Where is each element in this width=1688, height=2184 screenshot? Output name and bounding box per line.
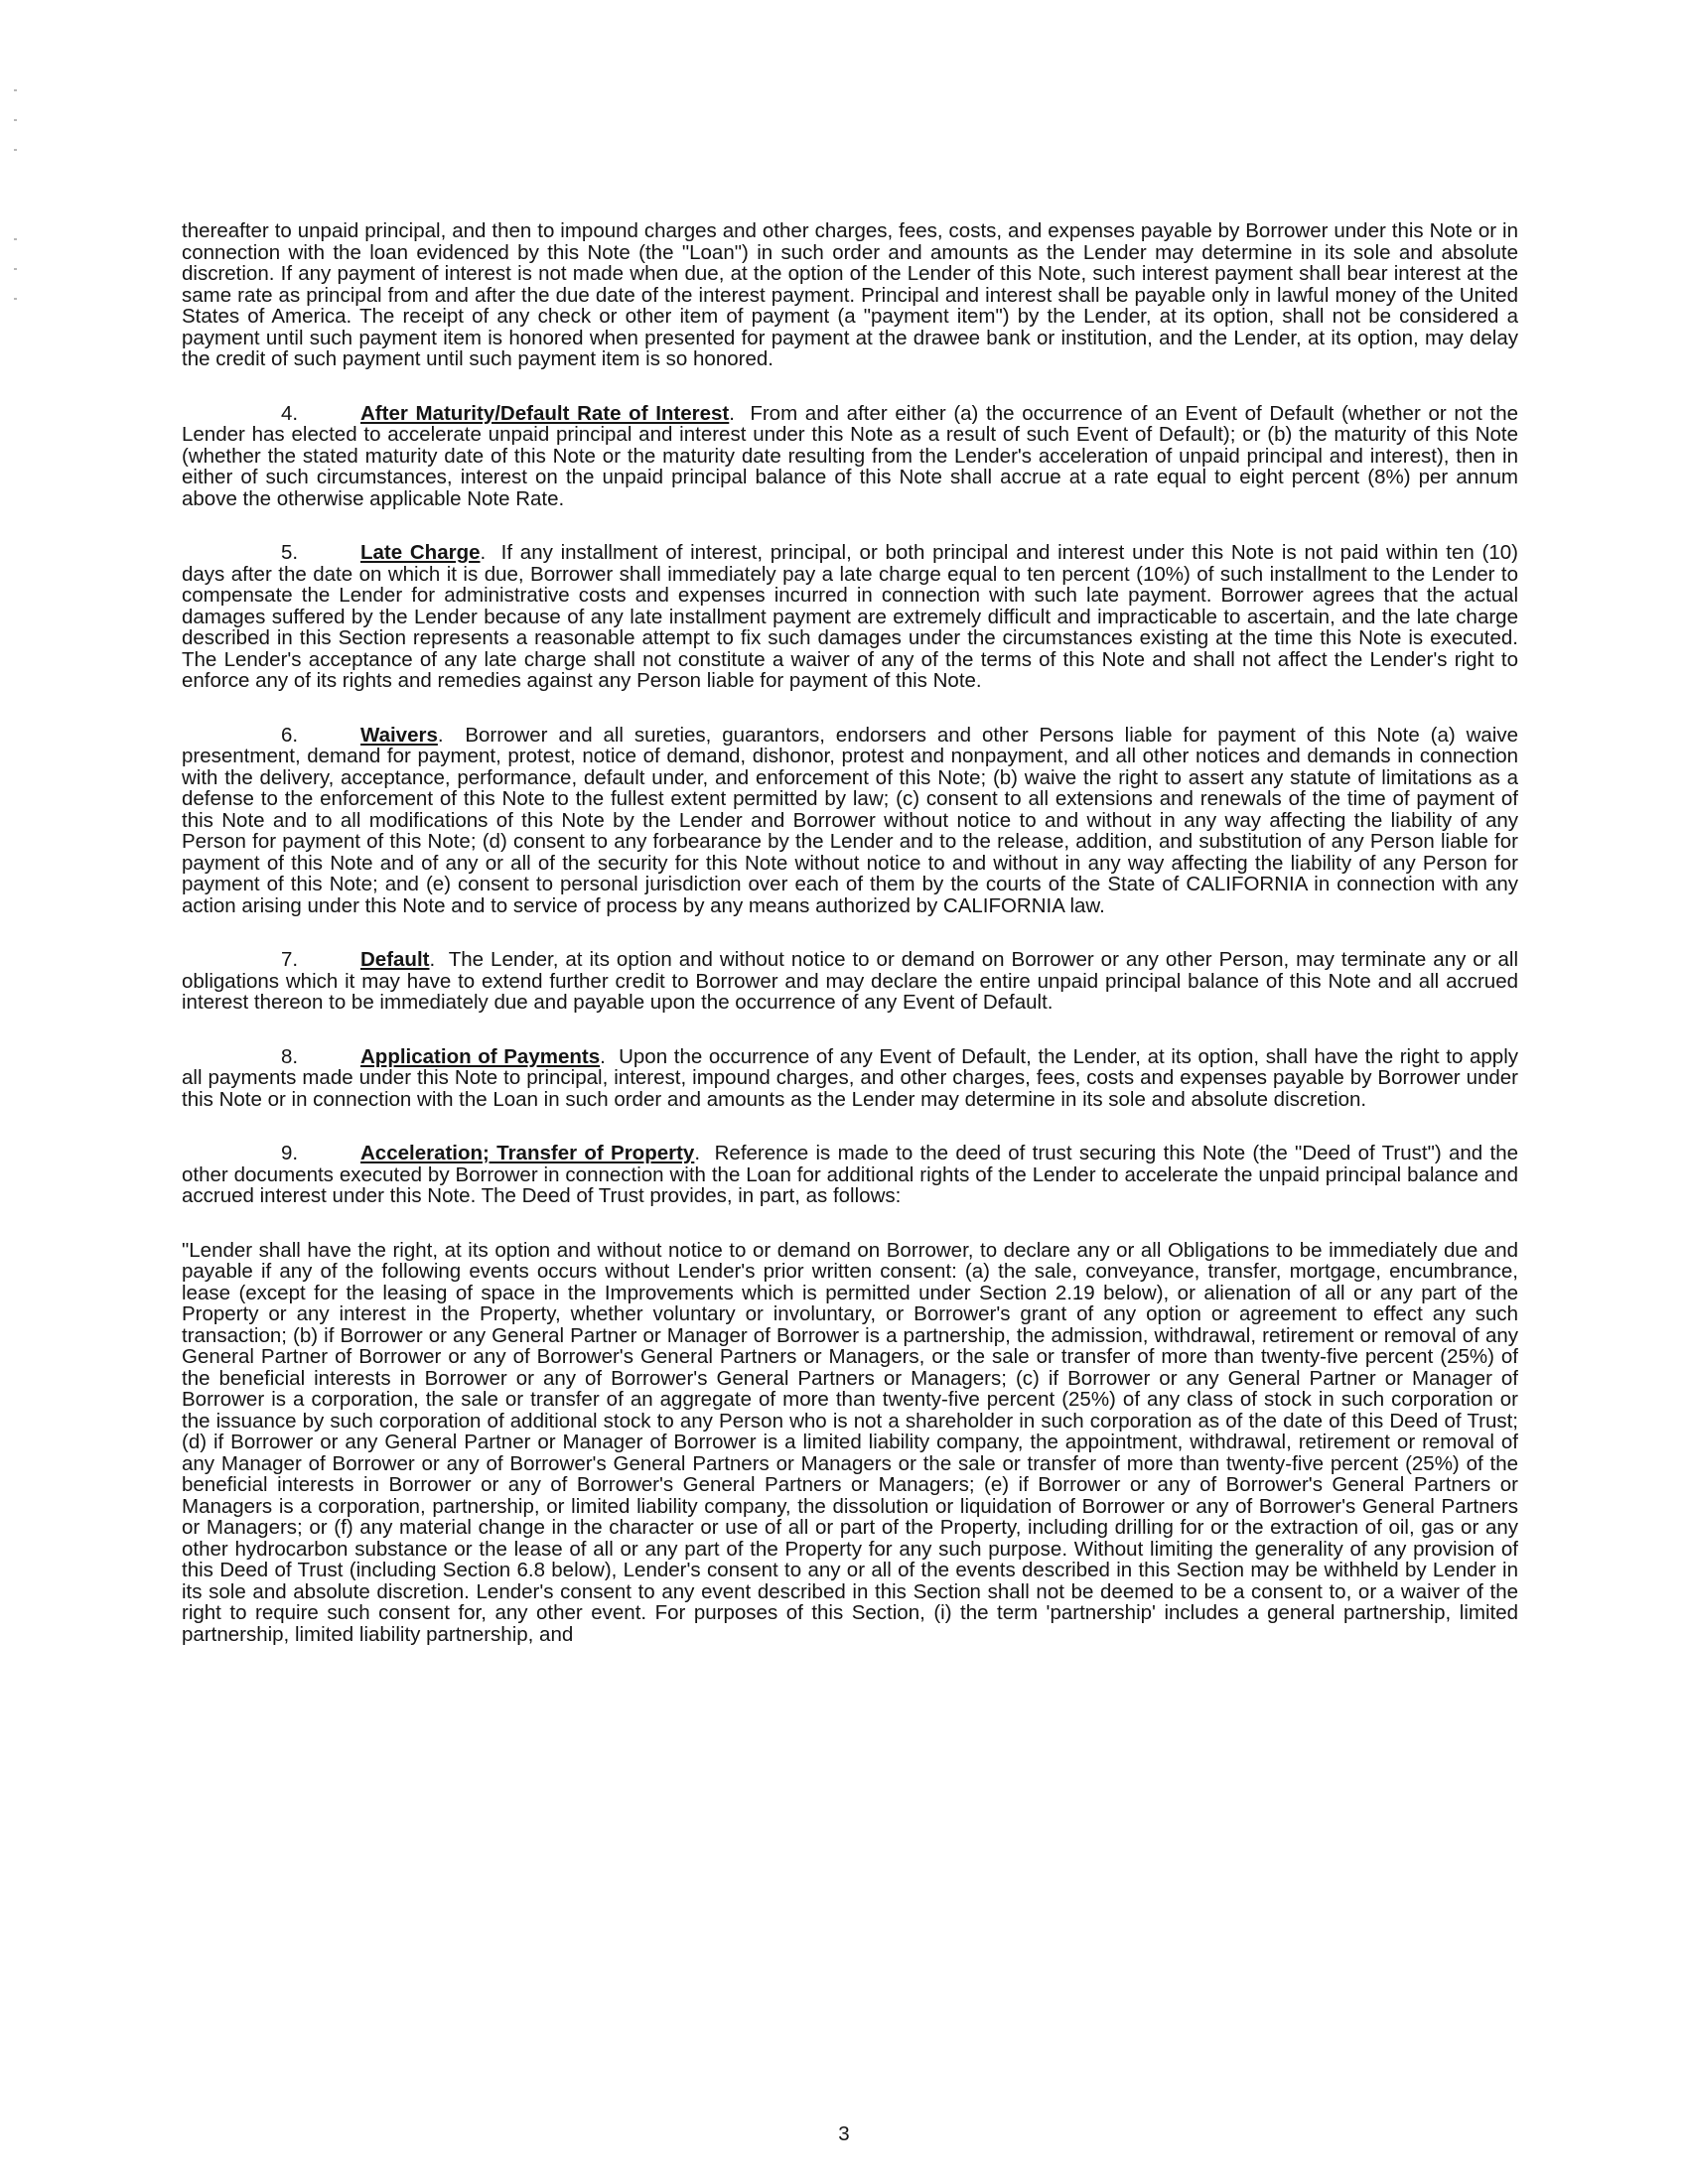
section-6: 6. Waivers. Borrower and all sureties, guarantors, endorsers and other Persons liable for payment of this Note (a) waive presentment, demand for payment, protest, notice of demand, dishonor, protest and nonpayment, and all other notices and demands in connection with the delivery, acceptance, performance, default under, and enforcement of this Note; (b) waive the right to assert any statute of limitations as a defense to the enforcement of this Note to the fullest extent permitted by law; (c) consent to all extensions and renewals of the time of payment of this Note and to all modifications of this Note by the Lender and Borrower without notice to and without in any way affecting the liability of any Person for payment of this Note; (d) consent to any forbearance by the Lender and to the release, addition, and substitution of any Person liable for payment of this Note and of any or all of the security for this Note without notice to and without in any way affecting the liability of any Person for payment of this Note; and (e) consent to personal jurisdiction over each of them by the courts of the State of CALIFORNIA in connection with any action arising under this Note and to service of process by any means authorized by CALIFORNIA law. xyxy=(182,723,1518,917)
section-body: Borrower and all sureties, guarantors, endorsers and other Persons liable for payment of this Note (a) waive presentment, demand for payment, protest, notice of demand, dishonor, protest and nonpayment, and all other notices and demands in connection with the delivery, acceptance, performance, default under, and enforcement of this Note; (b) waive the right to assert any statute of limitations as a defense to the enforcement of this Note to the fullest extent permitted by law; (c) consent to all extensions and renewals of the time of payment of this Note and to all modifications of this Note by the Lender and Borrower without notice to and without in any way affecting the liability of any Person for payment of this Note; (d) consent to any forbearance by the Lender and to the release, addition, and substitution of any Person liable for payment of this Note and of any or all of the security for this Note without notice to and without in any way affecting the liability of any Person for payment of this Note; and (e) consent to personal jurisdiction over each of them by the courts of the State of CALIFORNIA in connection with any action arising under this Note and to service of process by any means authorized by CALIFORNIA law. xyxy=(182,723,1518,917)
section-heading: Waivers xyxy=(360,723,438,747)
section-body: If any installment of interest, principal, or both principal and interest under this Note is not paid within ten (10) days after the date on which it is due, Borrower shall immediately pay a late charge equal to ten percent (10%) of such installment to the Lender to compensate the Lender for administrative costs and expenses incurred in connection with such late payment. Borrower agrees that the actual damages suffered by the Lender because of any late installment payment are extremely difficult and impracticable to ascertain, and the late charge described in this Section represents a reasonable attempt to fix such damages under the circumstances existing at the time this Note is executed. The Lender's acceptance of any late charge shall not constitute a waiver of any of the terms of this Note and shall not affect the Lender's right to enforce any of its rights and remedies against any Person liable for payment of this Note. xyxy=(182,541,1518,692)
section-body: Reference is made to the deed of trust securing this Note (the "Deed of Trust") and the other documents executed by Borrower in connection with the Loan for additional rights of the Lender to accelerate the unpaid principal balance and accrued interest under this Note. The Deed of Trust provides, in part, as follows: xyxy=(182,1142,1518,1207)
section-number: 6. xyxy=(281,723,299,747)
section-9: 9. Acceleration; Transfer of Property. Reference is made to the deed of trust securing this Note (the "Deed of Trust") and the other documents executed by Borrower in connection with the Loan for additional rights of the Lender to accelerate the unpaid principal balance and accrued interest under this Note. The Deed of Trust provides, in part, as follows: xyxy=(182,1142,1518,1207)
scan-mark xyxy=(14,298,17,300)
section-number: 9. xyxy=(281,1142,299,1164)
section-body: Upon the occurrence of any Event of Default, the Lender, at its option, shall have the right to apply all payments made under this Note to principal, interest, impound charges, and other charges, fees, costs and expenses payable by Borrower under this Note or in connection with the Loan in such order and amounts as the Lender may determine in its sole and absolute discretion. xyxy=(182,1044,1518,1111)
scan-mark xyxy=(14,268,17,270)
document-body xyxy=(182,220,1518,1645)
section-7: 7. Default. The Lender, at its option and without notice to or demand on Borrower or any other Person, may terminate any or all obligations which it may have to extend further credit to Borrower and may declare the entire unpaid principal balance of this Note and all accrued interest thereon to be immediately due and payable upon the occurrence of any Event of Default. xyxy=(182,948,1519,1014)
section-body: The Lender, at its option and without notice to or demand on Borrower or any other Person, may terminate any or all obligations which it may have to extend further credit to Borrower and may declare the entire unpaid principal balance of this Note and all accrued interest thereon to be immediately due and payable upon the occurrence of any Event of Default. xyxy=(182,948,1519,1014)
scan-mark xyxy=(14,238,17,240)
section-number: 5. xyxy=(281,541,299,564)
scan-mark xyxy=(14,89,17,91)
section-number: 4. xyxy=(281,401,299,425)
section-number: 7. xyxy=(281,948,299,971)
section-heading: Default xyxy=(360,948,430,971)
scan-mark xyxy=(14,149,17,151)
section-heading: Late Charge xyxy=(360,541,481,564)
section-heading: After Maturity/Default Rate of Interest xyxy=(360,401,730,425)
section-heading: Acceleration; Transfer of Property xyxy=(360,1142,695,1164)
scan-mark xyxy=(14,119,17,121)
section-heading: Application of Payments xyxy=(360,1044,601,1068)
scan-margin-marks xyxy=(14,89,20,328)
page-number: 3 xyxy=(838,2122,850,2145)
intro-paragraph: thereafter to unpaid principal, and then to impound charges and other charges, fees, costs, and expenses payable by Borrower under this Note or in connection with the loan evidenced by this Note (the "Loan") in such order and amounts as the Lender may determine in its sole and absolute discretion. If any payment of interest is not made when due, at the option of the Lender of this Note, such interest payment shall bear interest at the same rate as principal from and after the due date of the interest payment. Principal and interest shall be payable only in lawful money of the United States of America. The receipt of any check or other item of payment (a "payment item") by the Lender, at its option, shall not be considered a payment until such payment item is honored when presented for payment at the drawee bank or institution, and the Lender, at its option, may delay the credit of such payment until such payment item is so honored. xyxy=(182,219,1518,370)
section-number: 8. xyxy=(281,1044,299,1068)
section-4: 4. After Maturity/Default Rate of Interest. From and after either (a) the occurrence of an Event of Default (whether or not the Lender has elected to accelerate unpaid principal and interest under this Note as a result of such Event of Default); or (b) the maturity of this Note (whether the stated maturity date of this Note or the maturity date resulting from the Lender's acceleration of unpaid principal and interest), then in either of such circumstances, interest on the unpaid principal balance of this Note shall accrue at a rate equal to eight percent (8%) per annum above the otherwise applicable Note Rate. xyxy=(182,401,1519,510)
section-8: 8. Application of Payments. Upon the occurrence of any Event of Default, the Lender, at its option, shall have the right to apply all payments made under this Note to principal, interest, impound charges, and other charges, fees, costs and expenses payable by Borrower under this Note or in connection with the Loan in such order and amounts as the Lender may determine in its sole and absolute discretion. xyxy=(182,1044,1518,1111)
quoted-deed-of-trust-paragraph: "Lender shall have the right, at its option and without notice to or demand on Borrower, to declare any or all Obligations to be immediately due and payable if any of the following events occurs without Lender's prior written consent: (a) the sale, conveyance, transfer, mortgage, encumbrance, lease (except for the leasing of space in the Improvements which is permitted under Section 2.19 below), or alienation of all or any part of the Property or any interest in the Property, whether voluntary or involuntary, or Borrower's grant of any option or agreement to effect any such transaction; (b) if Borrower or any General Partner or Manager of Borrower is a partnership, the admission, withdrawal, retirement or removal of any General Partner of Borrower or any of Borrower's General Partners or Managers, or the sale or transfer of more than twenty-five percent (25%) of the beneficial interests in Borrower or any of Borrower's General Partners or Managers; (c) if Borrower or any General Partner or Manager of Borrower is a corporation, the sale or transfer of an aggregate of more than twenty-five percent (25%) of any class of stock in such corporation or the issuance by such corporation of additional stock to any Person who is not a shareholder in such corporation as of the date of this Deed of Trust; (d) if Borrower or any General Partner or Manager of Borrower is a limited liability company, the appointment, withdrawal, retirement or removal of any Manager of Borrower or any of Borrower's General Partners or Managers or the sale or transfer of more than twenty-five percent (25%) of the beneficial interests in Borrower or any of Borrower's General Partners or Managers; (e) if Borrower or any of Borrower's General Partners or Managers is a corporation, partnership, or limited liability company, the dissolution or liquidation of Borrower or any of Borrower's General Partners or Managers; or (f) any material change in the character or use of all or part of the Property, including drilling for or the extraction of oil, gas or any other hydrocarbon substance or the lease of all or any part of the Property for any such purpose. Without limiting the generality of any provision of this Deed of Trust (including Section 6.8 below), Lender's consent to any or all of the events described in this Section may be withheld by Lender in its sole and absolute discretion. Lender's consent to any event described in this Section shall not be deemed to be a consent to, or a waiver of the right to require such consent for, any other event. For purposes of this Section, (i) the term 'partnership' includes a general partnership, limited partnership, limited liability partnership, and xyxy=(182,1238,1518,1646)
section-body: From and after either (a) the occurrence of an Event of Default (whether or not the Lender has elected to accelerate unpaid principal and interest under this Note as a result of such Event of Default); or (b) the maturity of this Note (whether the stated maturity date of this Note or the maturity date resulting from the Lender's acceleration of unpaid principal and interest), then in either of such circumstances, interest on the unpaid principal balance of this Note shall accrue at a rate equal to eight percent (8%) per annum above the otherwise applicable Note Rate. xyxy=(182,401,1519,510)
section-5: 5. Late Charge. If any installment of interest, principal, or both principal and interest under this Note is not paid within ten (10) days after the date on which it is due, Borrower shall immediately pay a late charge equal to ten percent (10%) of such installment to the Lender to compensate the Lender for administrative costs and expenses incurred in connection with such late payment. Borrower agrees that the actual damages suffered by the Lender because of any late installment payment are extremely difficult and impracticable to ascertain, and the late charge described in this Section represents a reasonable attempt to fix such damages under the circumstances existing at the time this Note is executed. The Lender's acceptance of any late charge shall not constitute a waiver of any of the terms of this Note and shall not affect the Lender's right to enforce any of its rights and remedies against any Person liable for payment of this Note. xyxy=(182,541,1518,692)
